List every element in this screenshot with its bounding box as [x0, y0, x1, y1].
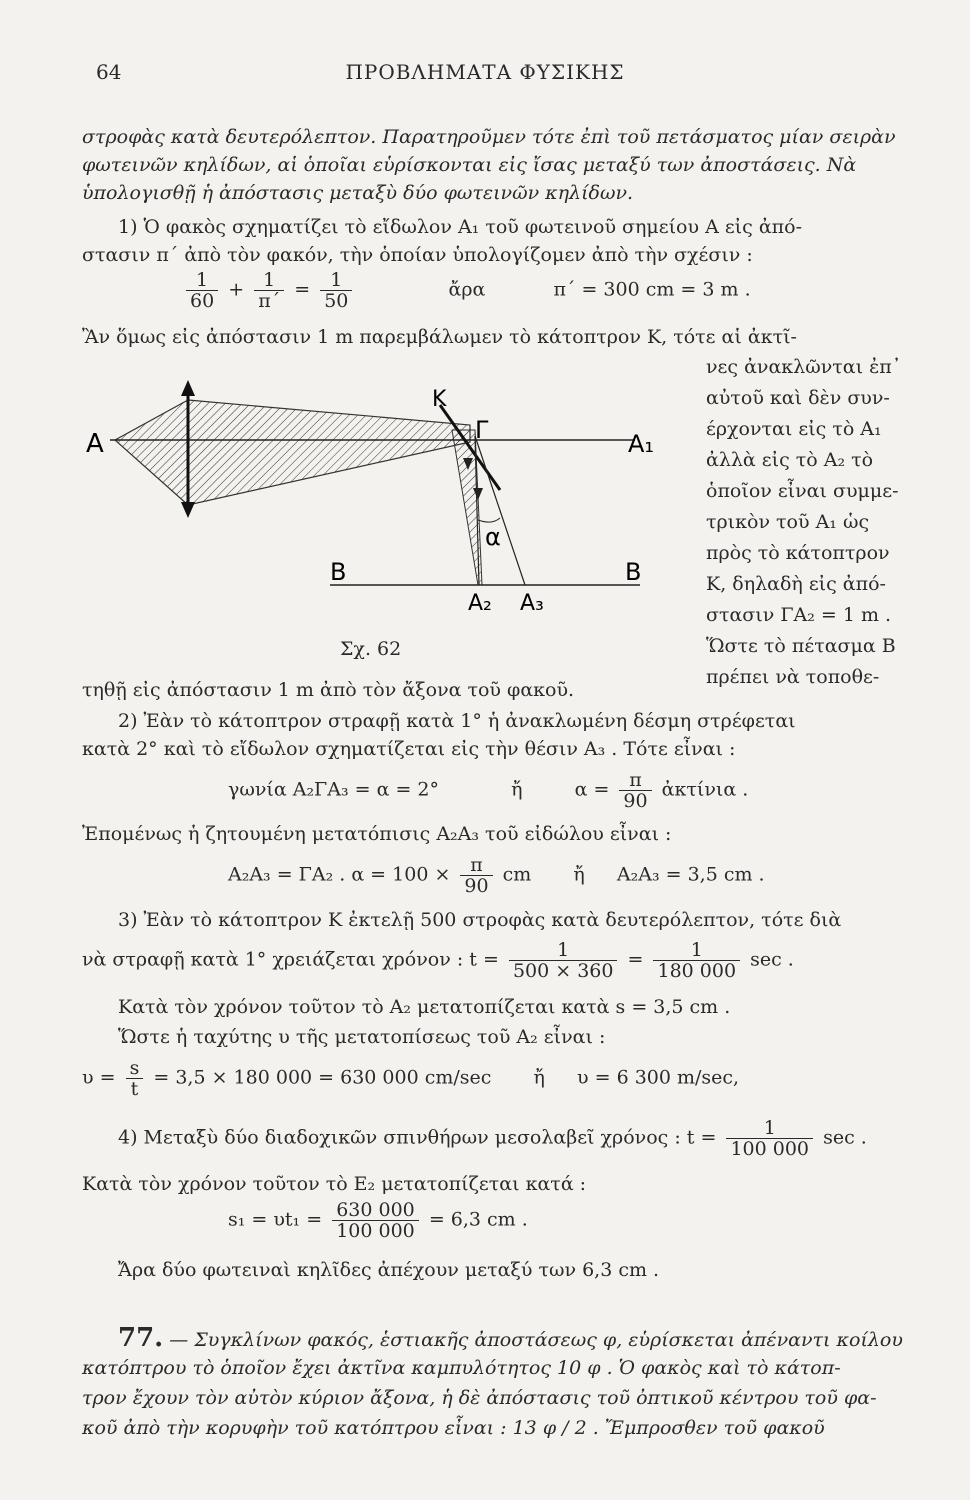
lens-arrow-top	[181, 380, 195, 396]
angle-arc	[478, 518, 500, 522]
text-line: Κατὰ τὸν χρόνον τοῦτον τὸ Α₂ μετατοπίζεται κατὰ s = 3,5 cm .	[118, 996, 731, 1018]
light-cone-right	[188, 400, 470, 505]
label-k: K	[432, 387, 447, 412]
intro-line: στροφὰς κατὰ δευτερόλεπτον. Παρατηροῦμεν τότε ἐπὶ τοῦ πετάσματος μίαν σειρὰν	[82, 126, 896, 148]
fraction: $\frac{1}{180 000}$	[653, 940, 740, 981]
equation-displacement: Α₂Α₃ = ΓΑ₂ . α = 100 × $\frac{\pi}{90}$ cm ἤ Α₂Α₃ = 3,5 cm .	[228, 854, 765, 897]
equation-lens: $\frac{1}{60}$ + $\frac{1}{\pi΄}$ = $\frac{1}{50}$ ἄρα π΄ = 300 cm = 3 m .	[182, 270, 751, 311]
right-column-line: πρέπει νὰ τοποθε-	[706, 666, 880, 688]
equation-spot-distance: s₁ = υt₁ = $\frac{630 000}{100 000}$ = 6,3 cm .	[228, 1199, 528, 1242]
fraction: $\frac{\pi}{90}$	[460, 855, 492, 896]
right-column-line: ἀλλὰ εἰς τὸ Α₂ τὸ	[706, 449, 874, 471]
label-a: A	[86, 429, 104, 459]
light-cone-left	[115, 400, 188, 505]
text-line: 1) Ὁ φακὸς σχηματίζει τὸ εἴδωλον Α₁ τοῦ φωτεινοῦ σημείου Α εἰς ἀπό-	[118, 216, 802, 238]
text-line: Κατὰ τὸν χρόνον τοῦτον τὸ Ε₂ μετατοπίζεται κατά :	[82, 1173, 587, 1195]
intro-line: ὑπολογισθῇ ἡ ἀπόστασις μεταξὺ δύο φωτεινῶν κηλίδων.	[82, 182, 634, 204]
text-line: Ἂν ὅμως εἰς ἀπόστασιν 1 m παρεμβάλωμεν τὸ κάτοπτρον Κ, τότε αἱ ἀκτῖ-	[82, 326, 797, 348]
text-line: Ἐπομένως ἡ ζητουμένη μετατόπισις Α₂Α₃ τοῦ εἰδώλου εἶναι :	[82, 823, 672, 845]
problem-77-line: 77. — Συγκλίνων φακός, ἑστιακῆς ἀποστάσεως φ, εὑρίσκεται ἀπέναντι κοίλου	[118, 1323, 903, 1353]
deflected-ray	[475, 436, 525, 585]
equation-speed: υ = $\frac{s}{t}$ = 3,5 × 180 000 = 630 000 cm/sec ἤ υ = 6 300 m/sec,	[82, 1057, 740, 1100]
text-line: Ἄρα δύο φωτειναὶ κηλῖδες ἀπέχουν μεταξύ των 6,3 cm .	[118, 1259, 660, 1281]
label-b-right: B	[625, 558, 642, 586]
problem-77-line: τρον ἔχουν τὸν αὐτὸν κύριον ἄξονα, ἡ δὲ ἀπόστασις τοῦ ὀπτικοῦ κέντρου τοῦ φα-	[82, 1387, 877, 1409]
text-line: 2) Ἐὰν τὸ κάτοπτρον στραφῇ κατὰ 1° ἡ ἀνακλωμένη δέσμη στρέφεται	[118, 710, 796, 732]
page-header	[96, 60, 874, 90]
fraction: $\frac{s}{t}$	[126, 1058, 144, 1099]
figure-62	[80, 370, 680, 650]
label-a3: A₃	[520, 591, 544, 616]
lens-arrow-bottom	[181, 502, 195, 518]
fraction: $\frac{1}{500 \times 360}$	[509, 940, 618, 981]
fraction: $\frac{1}{\pi΄}$	[254, 270, 284, 311]
text-line: τηθῇ εἰς ἀπόστασιν 1 m ἀπὸ τὸν ἄξονα τοῦ φακοῦ.	[82, 679, 575, 701]
label-a1: A₁	[628, 430, 655, 458]
problem-77-line: κατόπτρου τὸ ὁποῖον ἔχει ἀκτῖνα καμπυλότητος 10 φ . Ὁ φακὸς καὶ τὸ κάτοπ-	[82, 1357, 841, 1379]
intro-line: φωτεινῶν κηλίδων, αἱ ὁποῖαι εὑρίσκονται εἰς ἴσας μεταξύ των ἀποστάσεις. Νὰ	[82, 154, 857, 176]
right-column-line: Ὥστε τὸ πέτασμα Β	[706, 635, 896, 657]
right-column-line: νες ἀνακλῶνται ἐπ᾽	[706, 356, 902, 378]
text-line: Ὥστε ἡ ταχύτης υ τῆς μετατοπίσεως τοῦ Α₂ εἶναι :	[118, 1026, 606, 1048]
right-column-line: στασιν ΓΑ₂ = 1 m .	[706, 604, 892, 626]
fraction: $\frac{1}{100 000}$	[726, 1118, 813, 1159]
page-number: 64	[96, 60, 122, 84]
fraction: $\frac{1}{60}$	[186, 270, 218, 311]
text-line: στασιν π΄ ἀπὸ τὸν φακόν, τὴν ὁποίαν ὑπολογίζομεν ἀπὸ τὴν σχέσιν :	[82, 244, 753, 266]
label-gamma: Γ	[475, 416, 489, 444]
text-line: κατὰ 2° καὶ τὸ εἴδωλον σχηματίζεται εἰς τὴν θέσιν Α₃ . Τότε εἶναι :	[82, 738, 736, 760]
right-column-line: Κ, δηλαδὴ εἰς ἀπό-	[706, 573, 886, 595]
problem-number: 77.	[118, 1323, 164, 1353]
equation-angle: γωνία Α₂ΓΑ₃ = α = 2° ἤ α = $\frac{\pi}{90}$ ἀκτίνια .	[228, 769, 749, 812]
equation-spark-interval: 4) Μεταξὺ δύο διαδοχικῶν σπινθήρων μεσολαβεῖ χρόνος : t = $\frac{1}{100 000}$ sec .	[118, 1117, 867, 1160]
fraction: $\frac{1}{50}$	[320, 270, 352, 311]
running-title: ΠΡΟΒΛΗΜΑΤΑ ΦΥΣΙΚΗΣ	[345, 60, 625, 84]
right-column-line: πρὸς τὸ κάτοπτρον	[706, 542, 890, 564]
label-a2: A₂	[468, 591, 492, 616]
label-alpha: α	[485, 523, 501, 551]
right-column-line: τρικὸν τοῦ Α₁ ὡς	[706, 511, 870, 533]
dash: —	[169, 1329, 189, 1351]
right-column-line: αὐτοῦ καὶ δὲν συν-	[706, 387, 890, 409]
fraction: $\frac{630 000}{100 000}$	[332, 1200, 419, 1241]
text-line: 3) Ἐὰν τὸ κάτοπτρον Κ ἐκτελῇ 500 στροφὰς κατὰ δευτερόλεπτον, τότε διὰ	[118, 909, 842, 931]
equation-time: νὰ στραφῇ κατὰ 1° χρειάζεται χρόνον : t = $\frac{1}{500 \times 360}$ = $\frac{1}{180 000}$ sec .	[82, 939, 794, 982]
fraction: $\frac{\pi}{90}$	[619, 770, 651, 811]
problem-77-line: κοῦ ἀπὸ τὴν κορυφὴν τοῦ κατόπτρου εἶναι : 13 φ / 2 . Ἔμπροσθεν τοῦ φακοῦ	[82, 1417, 825, 1439]
right-column-line: ὁποῖον εἶναι συμμε-	[706, 480, 899, 502]
right-column-line: έρχονται εἰς τὸ Α₁	[706, 418, 882, 440]
label-b-left: B	[330, 558, 347, 586]
figure-caption: Σχ. 62	[340, 638, 402, 660]
